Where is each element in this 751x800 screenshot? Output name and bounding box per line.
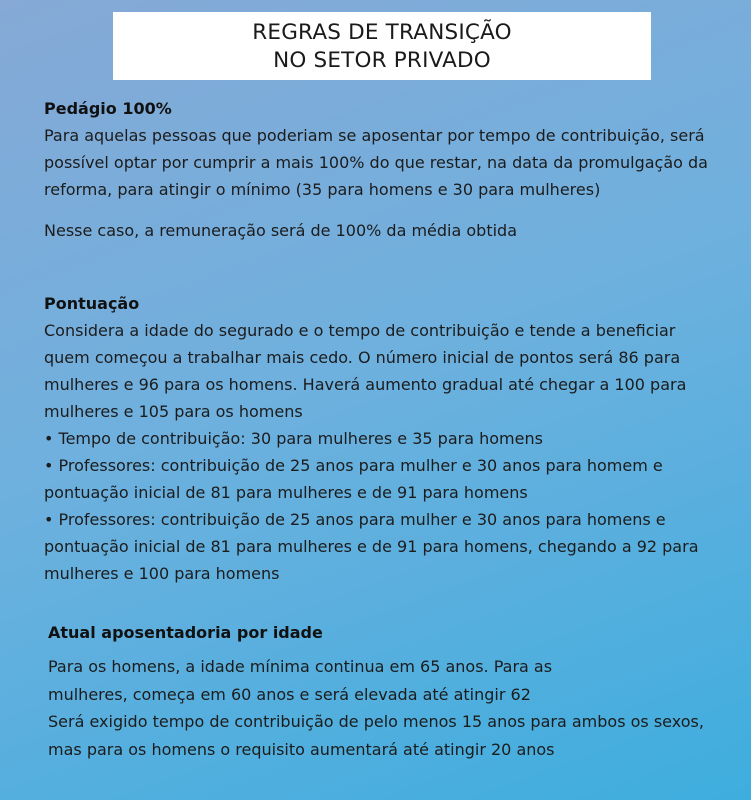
section-paragraph: Para aquelas pessoas que poderiam se aposentar por tempo de contribuição, será possível optar por cumprir a mais 100% do que restar, na data da promulgação da reforma, para atingir o mínimo (35 para homens e 30 para mulheres) [44,126,708,199]
title-box [113,12,651,80]
title-line-2: NO SETOR PRIVADO [273,48,491,73]
title-line-1: REGRAS DE TRANSIÇÃO [252,20,512,45]
section-paragraph: Nesse caso, a remuneração será de 100% da média obtida [44,221,517,240]
section-pontuacao [44,291,726,587]
bullet-item: • Professores: contribuição de 25 anos para mulher e 30 anos para homem e pontuação inicial de 81 para mulheres e de 91 para homens [44,456,663,502]
bullet-item: • Tempo de contribuição: 30 para mulheres e 35 para homens [44,429,543,448]
section-paragraph: Será exigido tempo de contribuição de pelo menos 15 anos para ambos os sexos, mas para os homens o requisito aumentará até atingir 20 anos [48,712,704,759]
section-heading: Pedágio 100% [44,99,172,118]
section-paragraph: Considera a idade do segurado e o tempo de contribuição e tende a beneficiar quem começou a trabalhar mais cedo. O número inicial de pontos será 86 para mulheres e 96 para os homens. Haverá aumento gradual até chegar a 100 para mulheres e 105 para os homens [44,321,687,421]
bullet-item: • Professores: contribuição de 25 anos para mulher e 30 anos para homens e pontuação inicial de 81 para mulheres e de 91 para homens, chegando a 92 para mulheres e 100 para homens [44,510,699,583]
section-heading: Pontuação [44,294,140,313]
section-heading: Atual aposentadoria por idade [48,623,323,642]
section-idade [48,620,708,763]
section-paragraph: Para os homens, a idade mínima continua em 65 anos. Para as mulheres, começa em 60 anos e será elevada até atingir 62 [48,657,553,704]
section-pedagio [44,96,724,244]
